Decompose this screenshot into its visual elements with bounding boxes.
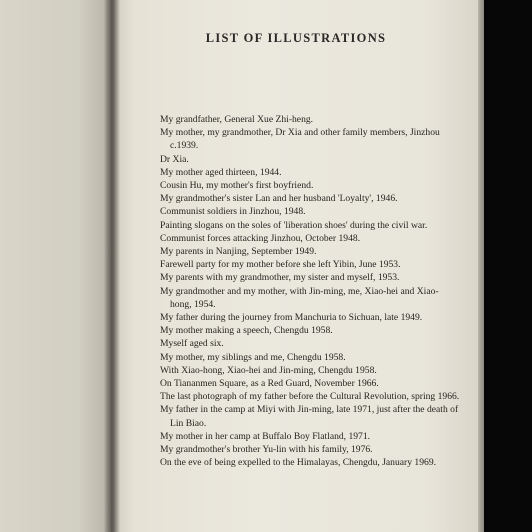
list-item: My father during the journey from Manchuria to Sichuan, late 1949.: [160, 312, 423, 324]
list-item: Farewell party for my mother before she left Yibin, June 1953.: [160, 259, 401, 271]
list-item: On Tiananmen Square, as a Red Guard, November 1966.: [160, 378, 379, 390]
list-item: My grandmother's brother Yu-lin with his family, 1976.: [160, 444, 373, 456]
page-title: LIST OF ILLUSTRATIONS: [205, 31, 387, 45]
list-item: Communist soldiers in Jinzhou, 1948.: [160, 206, 306, 218]
list-item: On the eve of being expelled to the Himalayas, Chengdu, January 1969.: [160, 457, 437, 469]
list-item: With Xiao-hong, Xiao-hei and Jin-ming, Chengdu 1958.: [160, 364, 377, 376]
list-item: My mother aged thirteen, 1944.: [160, 166, 282, 178]
list-item: My mother, my grandmother, Dr Xia and other family members, Jinzhou c.1939.: [160, 127, 440, 152]
list-item: My mother, my siblings and me, Chengdu 1958.: [160, 351, 346, 363]
list-item: Cousin Hu, my mother's first boyfriend.: [160, 180, 314, 192]
list-item: My mother making a speech, Chengdu 1958.: [160, 325, 333, 337]
list-item: Dr Xia.: [160, 153, 189, 165]
list-item: My father in the camp at Miyi with Jin-ming, late 1971, just after the death of Lin Biao.: [160, 404, 459, 429]
list-item: Communist forces attacking Jinzhou, October 1948.: [160, 232, 361, 244]
list-item: My parents with my grandmother, my sister and myself, 1953.: [160, 272, 400, 284]
list-item: Myself aged six.: [160, 338, 224, 350]
list-item: My grandmother and my mother, with Jin-ming, me, Xiao-hei and Xiao-hong, 1954.: [160, 285, 439, 310]
list-item: The last photograph of my father before the Cultural Revolution, spring 1966.: [160, 391, 460, 403]
illustrations-list: [160, 113, 460, 469]
list-item: My grandmother's sister Lan and her husband 'Loyalty', 1946.: [160, 193, 398, 205]
book-gutter: [104, 0, 120, 532]
list-item: Painting slogans on the soles of 'liberation shoes' during the civil war.: [160, 219, 428, 231]
left-page: [0, 0, 112, 532]
background-dark: [484, 0, 532, 532]
list-item: My grandfather, General Xue Zhi-heng.: [160, 114, 314, 125]
list-item: My mother in her camp at Buffalo Boy Flatland, 1971.: [160, 430, 371, 442]
list-item: My parents in Nanjing, September 1949.: [160, 246, 317, 258]
